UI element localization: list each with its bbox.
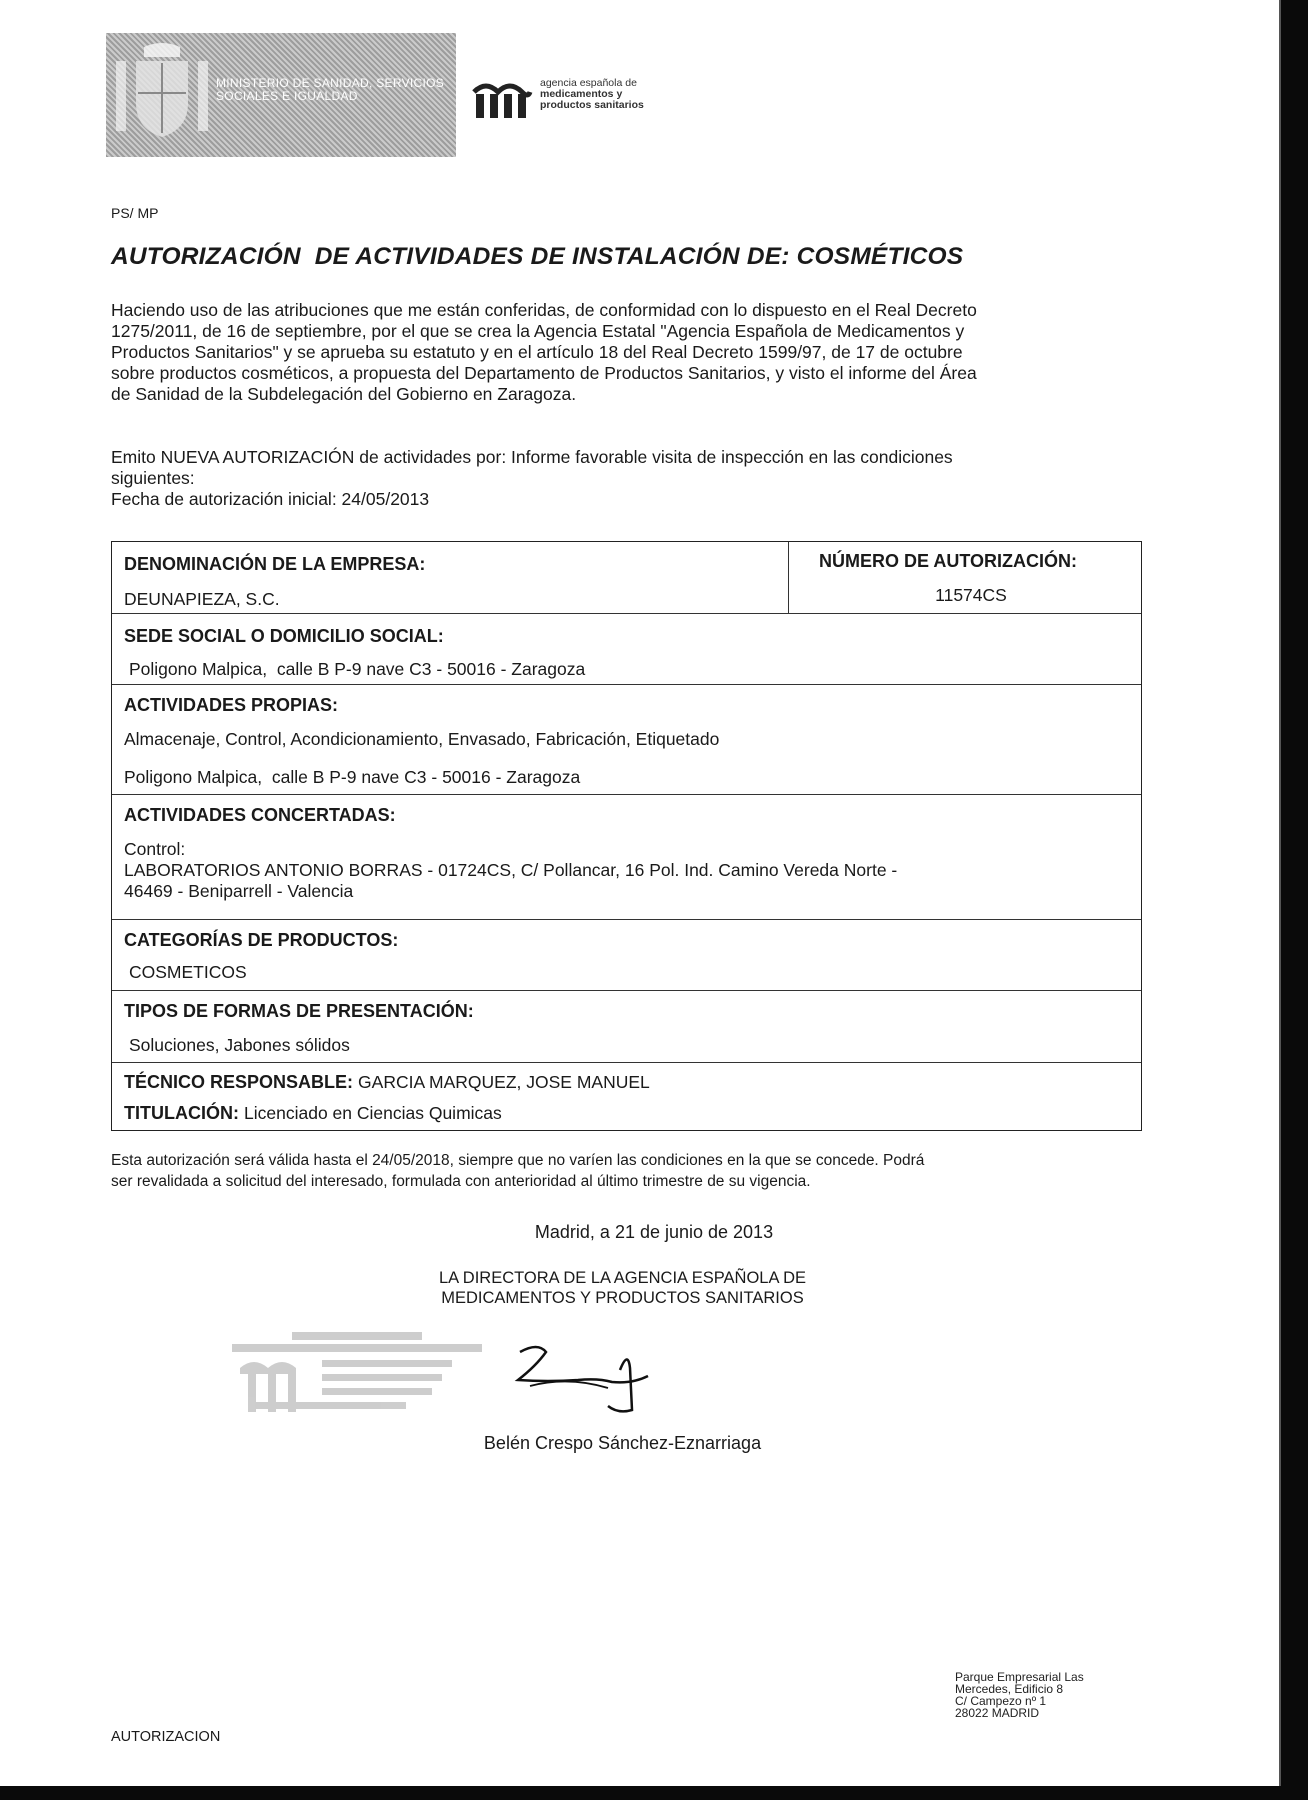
aemps-name <box>540 78 700 111</box>
forms-header: TIPOS DE FORMAS DE PRESENTACIÓN: <box>124 1001 474 1021</box>
address-line: 28022 MADRID <box>955 1706 1040 1720</box>
degree-header: TITULACIÓN: <box>124 1103 239 1123</box>
technician-value: GARCIA MARQUEZ, JOSE MANUEL <box>358 1072 650 1092</box>
agency-address <box>955 1671 1084 1719</box>
degree-value: Licenciado en Ciencias Quimicas <box>244 1103 502 1123</box>
scan-border-line <box>1279 0 1281 1786</box>
degree-line <box>124 1103 502 1124</box>
director-line: LA DIRECTORA DE LA AGENCIA ESPAÑOLA DE <box>438 1269 807 1287</box>
own-activities-header: ACTIVIDADES PROPIAS: <box>124 695 339 715</box>
intro-line: de Sanidad de la Subdelegación del Gobierno en Zaragoza. <box>111 384 577 404</box>
technician-header: TÉCNICO RESPONSABLE: <box>124 1072 354 1092</box>
document-title: AUTORIZACIÓN DE ACTIVIDADES DE INSTALACIÓN DE: COSMÉTICOS <box>111 243 964 270</box>
company-cell <box>112 542 789 613</box>
auth-number-header: NÚMERO DE AUTORIZACIÓN: <box>819 551 1077 571</box>
own-activities-value: Almacenaje, Control, Acondicionamiento, Envasado, Fabricación, Etiquetado <box>124 729 720 749</box>
technician-row <box>112 1063 1141 1130</box>
aemps-logo-icon <box>472 78 534 120</box>
place-date: Madrid, a 21 de junio de 2013 <box>534 1222 774 1242</box>
categories-value: COSMETICOS <box>129 962 247 982</box>
address-line: Mercedes, Edificio 8 <box>955 1682 1064 1696</box>
validity-line: Esta autorización será válida hasta el 24/05/2018, siempre que no varíen las condiciones en la que se concede. Podrá <box>111 1152 925 1169</box>
authorization-table <box>111 541 1142 1131</box>
initial-date-line: Fecha de autorización inicial: 24/05/2013 <box>111 489 430 509</box>
forms-value: Soluciones, Jabones sólidos <box>129 1035 350 1055</box>
intro-line: sobre productos cosméticos, a propuesta del Departamento de Productos Sanitarios, y visto el informe del Área <box>111 363 977 383</box>
company-header: DENOMINACIÓN DE LA EMPRESA: <box>124 554 426 574</box>
forms-row <box>112 991 1141 1063</box>
emit-line: Emito NUEVA AUTORIZACIÓN de actividades por: Informe favorable visita de inspección en las condiciones <box>111 447 953 467</box>
seat-row <box>112 614 1141 685</box>
auth-number-cell <box>789 542 1141 613</box>
aemps-line: agencia española de <box>540 77 637 89</box>
categories-row <box>112 920 1141 991</box>
company-value: DEUNAPIEZA, S.C. <box>124 589 280 609</box>
document-reference: PS/ MP <box>111 205 159 221</box>
ministry-name: MINISTERIO DE SANIDAD, SERVICIOS SOCIALES E IGUALDAD <box>216 76 445 103</box>
auth-number-value: 11574CS <box>935 585 1007 605</box>
contracted-activities-row <box>112 795 1141 920</box>
validity-paragraph <box>111 1150 1141 1192</box>
official-stamp-icon <box>232 1328 522 1416</box>
technician-line <box>124 1072 650 1093</box>
aemps-line: productos sanitarios <box>540 99 644 111</box>
intro-line: Productos Sanitarios" y se aprueba su estatuto y en el artículo 18 del Real Decreto 1599/97, de 17 de octubre <box>111 342 963 362</box>
ministry-logo <box>106 33 456 157</box>
company-row <box>112 542 1141 614</box>
categories-header: CATEGORÍAS DE PRODUCTOS: <box>124 930 399 950</box>
seat-value: Poligono Malpica, calle B P-9 nave C3 - 50016 - Zaragoza <box>129 659 586 679</box>
contracted-activities-header: ACTIVIDADES CONCERTADAS: <box>124 805 396 825</box>
emit-line: siguientes: <box>111 468 195 488</box>
intro-line: 1275/2011, de 16 de septiembre, por el que se crea la Agencia Estatal "Agencia Española de Medicamentos y <box>111 321 965 341</box>
coat-of-arms-icon <box>114 41 210 145</box>
address-line: Parque Empresarial Las <box>955 1670 1084 1684</box>
aemps-line: medicamentos y <box>540 88 623 100</box>
own-activities-address: Poligono Malpica, calle B P-9 nave C3 - 50016 - Zaragoza <box>124 767 581 787</box>
intro-paragraph <box>111 300 1131 405</box>
contracted-line: Control: <box>124 839 186 859</box>
signature-icon <box>508 1340 658 1420</box>
footer-label: AUTORIZACION <box>111 1729 221 1745</box>
contracted-line: 46469 - Beniparrell - Valencia <box>124 881 354 901</box>
scan-border-bottom <box>0 1786 1308 1800</box>
seat-header: SEDE SOCIAL O DOMICILIO SOCIAL: <box>124 626 444 646</box>
scan-border-right <box>1281 0 1308 1800</box>
address-line: C/ Campezo nº 1 <box>955 1694 1047 1708</box>
director-line: MEDICAMENTOS Y PRODUCTOS SANITARIOS <box>441 1289 804 1307</box>
director-title <box>0 1268 1245 1308</box>
own-activities-row <box>112 685 1141 795</box>
intro-line: Haciendo uso de las atribuciones que me están conferidas, de conformidad con lo dispuesto en el Real Decreto <box>111 300 977 320</box>
contracted-activities-text <box>124 839 897 902</box>
contracted-line: LABORATORIOS ANTONIO BORRAS - 01724CS, C/ Pollancar, 16 Pol. Ind. Camino Vereda Norte - <box>124 860 898 880</box>
signer-name: Belén Crespo Sánchez-Eznarriaga <box>483 1433 762 1453</box>
emit-paragraph <box>111 447 1131 510</box>
validity-line: ser revalidada a solicitud del interesado, formulada con anterioridad al último trimestre de su vigencia. <box>111 1173 811 1190</box>
